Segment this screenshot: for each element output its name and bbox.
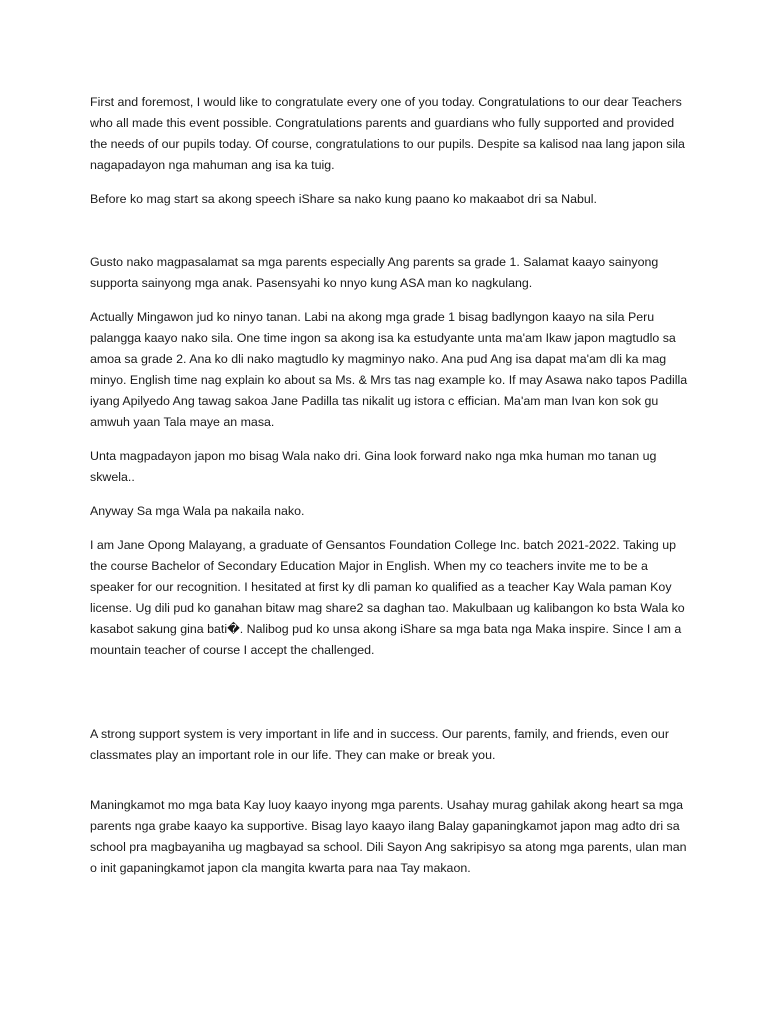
- paragraph-support-system: A strong support system is very important in life and in success. Our parents, family, and friends, even our classmates play an important role in our life. They can make or break you.: [90, 727, 669, 762]
- paragraph-congratulations: First and foremost, I would like to congratulate every one of you today. Congratulations to our dear Teachers who all made this event possible. Congratulations parents and guardians who fully supported and provided the needs of our pupils today. Of course, congratulations to our pupils. Despite sa kalisod naa lang japon sila nagapadayon nga mahuman ang isa ka tuig.: [90, 95, 685, 172]
- paragraph-maningkamot: Maningkamot mo mga bata Kay luoy kaayo inyong mga parents. Usahay murag gahilak akong heart sa mga parents nga grabe kaayo ka supportive. Bisag layo kaayo ilang Balay gapaningkamot japon mag adto dri sa school pra magbayaniha ug magbayad sa school. Dili Sayon Ang sakripisyo sa atong mga parents, ulan man o init gapaningkamot japon cla mangita kwarta para naa Tay makaon.: [90, 798, 687, 875]
- paragraph-magpadayon: Unta magpadayon japon mo bisag Wala nako dri. Gina look forward nako nga mka human mo tanan ug skwela..: [90, 449, 657, 484]
- paragraph-introduction: I am Jane Opong Malayang, a graduate of Gensantos Foundation College Inc. batch 2021-2022. Taking up the course Bachelor of Secondary Education Major in English. When my co teachers invite me to be a speaker for our recognition. I hesitated at first ky dli paman ko qualified as a teacher Kay Wala paman Koy license. Ug dili pud ko ganahan bitaw mag share2 sa daghan tao. Makulbaan ug kalibangon ko bsta Wala ko kasabot sakung gina bati�. Nalibog pud ko unsa akong iShare sa mga bata nga Maka inspire. Since I am a mountain teacher of course I accept the challenged.: [90, 538, 685, 657]
- paragraph-anyway: Anyway Sa mga Wala pa nakaila nako.: [90, 504, 305, 518]
- document-body: [90, 92, 690, 892]
- paragraph-mingawon: Actually Mingawon jud ko ninyo tanan. Labi na akong mga grade 1 bisag badlyngon kaayo na sila Peru palangga kaayo nako sila. One time ingon sa akong isa ka estudyante unta ma'am Ikaw japon magtudlo sa amoa sa grade 2. Ana ko dli nako magtudlo ky magminyo nako. Ana pud Ang isa dapat ma'am dli ka mag minyo. English time nag explain ko about sa Ms. & Mrs tas nag example ko. If may Asawa nako tapos Padilla iyang Apilyedo Ang tawag sakoa Jane Padilla tas nikalit ug istora c effician. Ma'am man Ivan kon sok gu amwuh yaan Tala maye an masa.: [90, 310, 688, 429]
- paragraph-before-speech: Before ko mag start sa akong speech iShare sa nako kung paano ko makaabot dri sa Nabul.: [90, 192, 597, 206]
- paragraph-thanks-parents: Gusto nako magpasalamat sa mga parents especially Ang parents sa grade 1. Salamat kaayo sainyong supporta sainyong mga anak. Pasensyahi ko nnyo kung ASA man ko nagkulang.: [90, 255, 659, 290]
